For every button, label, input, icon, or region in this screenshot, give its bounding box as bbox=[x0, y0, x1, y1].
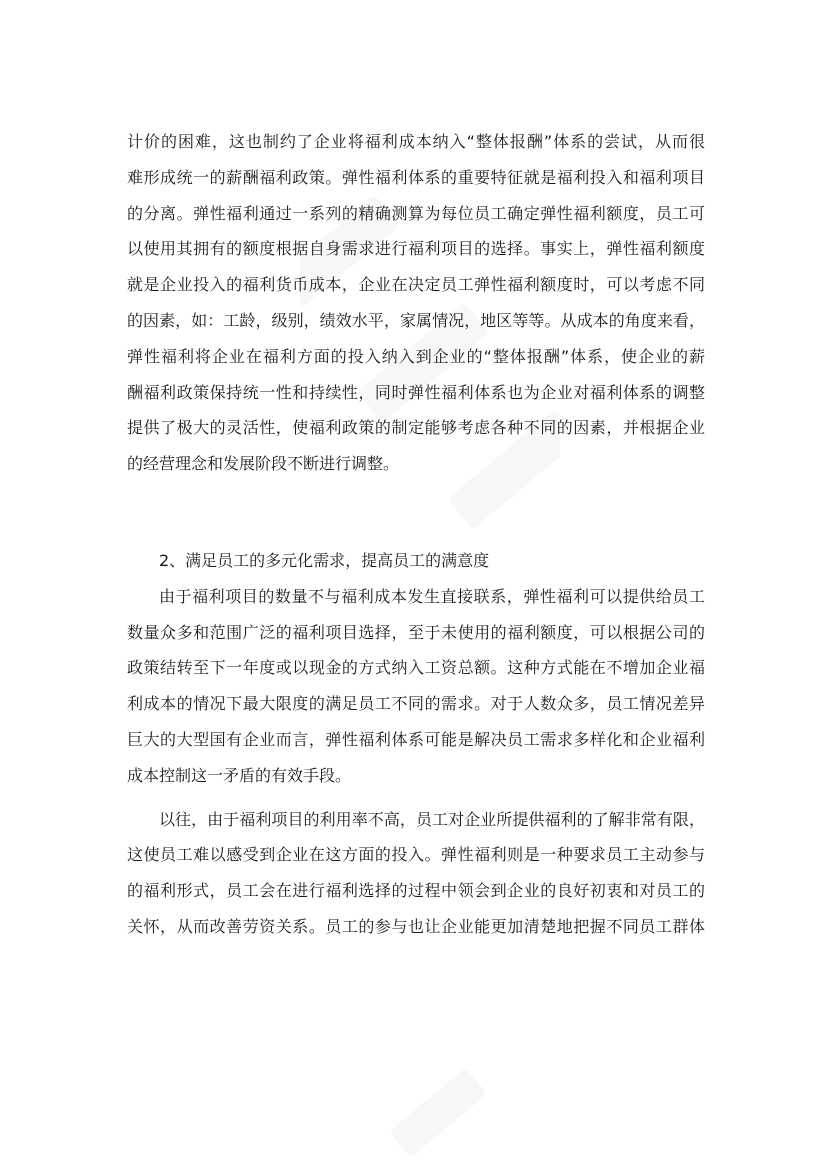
paragraph-2 bbox=[127, 579, 705, 794]
paragraph-line: 提供了极大的灵活性，使福利政策的制定能够考虑各种不同的因素，并根据企业 bbox=[127, 418, 705, 438]
paragraph-line: 弹性福利将企业在福利方面的投入纳入到企业的“整体报酬”体系，使企业的薪 bbox=[127, 346, 705, 366]
paragraph-line: 成本控制这一矛盾的有效手段。 bbox=[127, 765, 352, 785]
document-body bbox=[127, 124, 705, 945]
paragraph-line: 以往，由于福利项目的利用率不高，员工对企业所提供福利的了解非常有限， bbox=[159, 809, 705, 829]
paragraph-line: 计价的困难，这也制约了企业将福利成本纳入“整体报酬”体系的尝试，从而很 bbox=[127, 132, 705, 151]
paragraph-line: 的因素，如：工龄，级别，绩效水平，家属情况，地区等等。从成本的角度来看， bbox=[127, 310, 705, 330]
paragraph-line: 巨大的大型国有企业而言，弹性福利体系可能是解决员工需求多样化和企业福利 bbox=[127, 729, 705, 749]
paragraph-line: 政策结转至下一年度或以现金的方式纳入工资总额。这种方式能在不增加企业福 bbox=[127, 658, 705, 678]
paragraph-line: 的经营理念和发展阶段不断进行调整。 bbox=[127, 454, 400, 474]
paragraph-line: 难形成统一的薪酬福利政策。弹性福利体系的重要特征就是福利投入和福利项目 bbox=[127, 167, 705, 187]
paragraph-line: 这使员工难以感受到企业在这方面的投入。弹性福利则是一种要求员工主动参与 bbox=[127, 845, 705, 865]
paragraph-line: 就是企业投入的福利货币成本，企业在决定员工弹性福利额度时，可以考虑不同 bbox=[127, 275, 705, 295]
paragraph-line: 以使用其拥有的额度根据自身需求进行福利项目的选择。事实上，弹性福利额度 bbox=[127, 239, 705, 259]
paragraph-line: 的分离。弹性福利通过一系列的精确测算为每位员工确定弹性福利额度，员工可 bbox=[127, 203, 705, 223]
section-heading: 2、满足员工的多元化需求，提高员工的满意度 bbox=[159, 550, 490, 570]
paragraph-1 bbox=[127, 124, 705, 482]
paragraph-line: 关怀，从而改善劳资关系。员工的参与也让企业能更加清楚地把握不同员工群体 bbox=[127, 916, 705, 936]
paragraph-line: 酬福利政策保持统一性和持续性，同时弹性福利体系也为企业对福利体系的调整 bbox=[127, 382, 705, 402]
paragraph-line: 利成本的情况下最大限度的满足员工不同的需求。对于人数众多，员工情况差异 bbox=[127, 694, 705, 714]
paragraph-3 bbox=[127, 802, 705, 945]
paragraph-line: 数量众多和范围广泛的福利项目选择，至于未使用的福利额度，可以根据公司的 bbox=[127, 622, 705, 642]
watermark-graphic-bottom bbox=[380, 1060, 500, 1170]
paragraph-line: 的福利形式，员工会在进行福利选择的过程中领会到企业的良好初衷和对员工的 bbox=[127, 881, 705, 901]
paragraph-line: 由于福利项目的数量不与福利成本发生直接联系，弹性福利可以提供给员工 bbox=[159, 586, 705, 606]
